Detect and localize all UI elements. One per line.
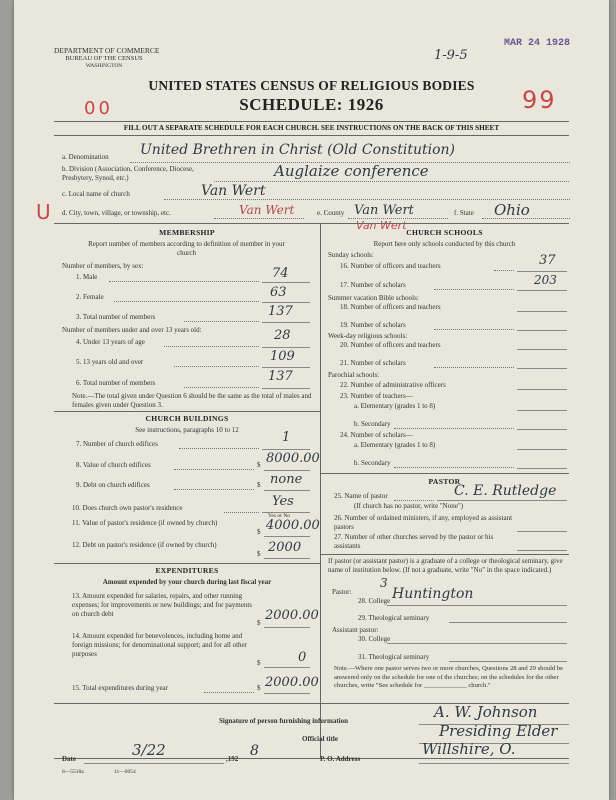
q10-value[interactable]: Yes	[272, 494, 294, 509]
by-age-label: Number of members under and over 13 years old:	[62, 326, 202, 334]
membership-heading: MEMBERSHIP	[159, 228, 215, 237]
q24a-label: a. Elementary (grades 1 to 8)	[354, 441, 436, 449]
po-address-value[interactable]: Willshire, O.	[422, 740, 516, 758]
q21-label: 21. Number of scholars	[340, 359, 406, 367]
state-label: f. State	[454, 209, 474, 217]
year-value[interactable]: 8	[250, 743, 259, 759]
po-address-label: P. O. Address	[320, 755, 361, 763]
bureau-name: BUREAU OF THE CENSUS	[65, 55, 143, 62]
form-title: UNITED STATES CENSUS OF RELIGIOUS BODIES	[148, 78, 475, 93]
date-value[interactable]: 3/22	[132, 741, 166, 759]
q12-label: 12. Debt on pastor's residence (if owned by church)	[72, 541, 217, 549]
q17-label: 17. Number of scholars	[340, 281, 406, 289]
signature-label: Signature of person furnishing information	[219, 717, 348, 725]
signature-value[interactable]: A. W. Johnson	[434, 703, 538, 721]
pastor-note: Note.—Where one pastor serves two or more churches, Questions 28 and 29 should be answered only on the schedule for one of the churches; on the schedules for the other churches, write "See schedule for _____________ church."	[334, 665, 564, 689]
q15-dollar: $	[257, 684, 261, 692]
denomination-value[interactable]: United Brethren in Christ (Old Constitution)	[140, 142, 455, 158]
q13-label: 13. Amount expended for salaries, repairs, and other running expenses; for improvements or new buildings; and for payments on church debt	[72, 592, 253, 618]
q29-label: 29. Theological seminary	[358, 614, 430, 622]
state-value[interactable]: Ohio	[494, 201, 530, 219]
q23a-label: a. Elementary (grades 1 to 8)	[354, 402, 436, 410]
q13-dollar: $	[257, 619, 261, 627]
q23b-label: b. Secondary	[354, 420, 391, 428]
q13-value[interactable]: 2000.00	[265, 608, 319, 623]
q9-dollar: $	[257, 481, 261, 489]
expenditures-heading: EXPENDITURES	[155, 566, 219, 575]
q9-value[interactable]: none	[270, 472, 303, 487]
pastor-mark: 3	[380, 576, 388, 590]
form-number-2: 11—0054	[114, 769, 136, 775]
q23-label: 23. Number of teachers—	[340, 392, 413, 400]
membership-intro: Report number of members according to definition of member in your church	[88, 240, 285, 257]
q5-label: 5. 13 years old and over	[76, 358, 144, 366]
q27-label: 27. Number of other churches served by the pastor or his assistants	[334, 533, 494, 550]
q1-value[interactable]: 74	[272, 266, 289, 281]
received-date-stamp: MAR 24 1928	[504, 38, 571, 49]
official-title-label: Official title	[302, 735, 338, 743]
q22-label: 22. Number of administrative officers	[340, 381, 446, 389]
q2-value[interactable]: 63	[270, 285, 287, 300]
graduate-note: If pastor (or assistant pastor) is a graduate of a college or theological seminary, give name of institution below. (If not a graduate, write "No" in the space indicated.)	[328, 557, 563, 574]
pastor-sub-label: Pastor:	[332, 588, 352, 596]
bureau-city: WASHINGTON	[85, 63, 123, 69]
division-label: b. Division (Association, Conference, Diocese, Presbytery, Synod, etc.)	[62, 165, 194, 182]
date-label: Date	[62, 755, 76, 763]
denomination-label: a. Denomination	[62, 153, 109, 161]
q4-value[interactable]: 28	[274, 328, 291, 343]
census-schedule-sheet	[14, 0, 609, 800]
q8-dollar: $	[257, 461, 261, 469]
q9-label: 9. Debt on church edifices	[76, 481, 150, 489]
q15-value[interactable]: 2000.00	[265, 675, 319, 690]
q14-value[interactable]: 0	[298, 650, 307, 665]
q19-label: 19. Number of scholars	[340, 321, 406, 329]
q7-label: 7. Number of church edifices	[76, 440, 158, 448]
schedule-year: SCHEDULE: 1926	[239, 95, 384, 114]
q8-value[interactable]: 8000.00	[266, 451, 320, 466]
q28-label: 28. College	[358, 597, 391, 605]
membership-note: Note.—The total given under Question 6 should be the same as the total of males and females given under Question 3.	[72, 392, 312, 409]
q11-dollar: $	[257, 528, 261, 536]
official-title-value[interactable]: Presiding Elder	[439, 722, 558, 740]
q10-label: 10. Does church own pastor's residence	[72, 504, 183, 512]
q2-label: 2. Female	[76, 293, 104, 301]
parochial-label: Parochial schools:	[328, 371, 380, 379]
buildings-sub: See instructions, paragraphs 10 to 12	[135, 426, 239, 434]
q10-hint: Yes or No	[268, 513, 291, 519]
buildings-heading: CHURCH BUILDINGS	[145, 414, 229, 423]
q8-label: 8. Value of church edifices	[76, 461, 151, 469]
q20-label: 20. Number of officers and teachers	[340, 341, 441, 349]
weekday-label: Week-day religious schools:	[328, 332, 408, 340]
q7-value[interactable]: 1	[282, 430, 291, 445]
schools-heading: CHURCH SCHOOLS	[406, 228, 483, 237]
schools-sub: Report here only schools conducted by this church	[373, 240, 516, 248]
year-prefix: ,192	[226, 755, 239, 763]
q6-value[interactable]: 137	[268, 369, 293, 384]
county-red-note: Van Wert	[356, 219, 407, 232]
handwritten-code: 1-9-5	[434, 48, 468, 63]
assistant-label: Assistant pastor:	[332, 626, 379, 634]
department-name: DEPARTMENT OF COMMERCE	[54, 46, 160, 55]
q16-value[interactable]: 37	[539, 253, 556, 268]
city-value[interactable]: Van Wert	[239, 203, 295, 217]
by-sex-label: Number of members, by sex:	[62, 262, 144, 270]
q16-label: 16. Number of officers and teachers	[340, 262, 441, 270]
q31-label: 31. Theological seminary	[358, 653, 430, 661]
q15-label: 15. Total expenditures during year	[72, 684, 168, 692]
county-value[interactable]: Van Wert	[354, 203, 414, 218]
instruction-banner: FILL OUT A SEPARATE SCHEDULE FOR EACH CHURCH. SEE INSTRUCTIONS ON THE BACK OF THIS SHEET	[123, 124, 500, 132]
q25-hint: (If church has no pastor, write "None")	[354, 502, 464, 510]
form-number: 8—5518a	[62, 769, 84, 775]
q24-label: 24. Number of scholars—	[340, 431, 413, 439]
q18-label: 18. Number of officers and teachers	[340, 303, 441, 311]
sunday-label: Sunday schools:	[328, 251, 374, 259]
q25-label: 25. Name of pastor	[334, 492, 388, 500]
q14-dollar: $	[257, 659, 261, 667]
red-mark-right: 99	[522, 86, 557, 114]
q6-label: 6. Total number of members	[76, 379, 156, 387]
q11-label: 11. Value of pastor's residence (if owned by church)	[72, 519, 218, 527]
q3-label: 3. Total number of members	[76, 313, 156, 321]
q1-label: 1. Male	[76, 273, 98, 281]
q11-value[interactable]: 4000.00	[266, 518, 320, 533]
city-label: d. City, town, village, or township, etc.	[62, 209, 171, 217]
division-value[interactable]: Auglaize conference	[274, 162, 429, 180]
red-mark-left: 00	[84, 98, 113, 119]
q14-label: 14. Amount expended for benevolences, including home and foreign missions; for denominational support; and for all other purposes	[72, 632, 247, 658]
red-mark-u: U	[36, 200, 51, 224]
q3-value[interactable]: 137	[268, 304, 293, 319]
summer-label: Summer vacation Bible schools:	[328, 294, 419, 302]
local-name-value[interactable]: Van Wert	[201, 183, 266, 199]
q12-value[interactable]: 2000	[268, 540, 302, 555]
local-name-label: c. Local name of church	[62, 190, 130, 198]
q28-value[interactable]: Huntington	[392, 586, 474, 602]
pastor-heading: PASTOR	[428, 477, 461, 486]
q24b-label: b. Secondary	[354, 459, 391, 467]
q30-label: 30. College	[358, 635, 391, 643]
expenditures-sub: Amount expended by your church during last fiscal year	[102, 578, 272, 586]
q5-value[interactable]: 109	[270, 349, 295, 364]
q26-label: 26. Number of ordained ministers, if any, employed as assistant pastors	[334, 514, 513, 531]
q25-value[interactable]: C. E. Rutledge	[454, 483, 557, 499]
q17-value[interactable]: 203	[534, 273, 557, 287]
q12-dollar: $	[257, 550, 261, 558]
county-label: e. County	[317, 209, 345, 217]
q4-label: 4. Under 13 years of age	[76, 338, 145, 346]
